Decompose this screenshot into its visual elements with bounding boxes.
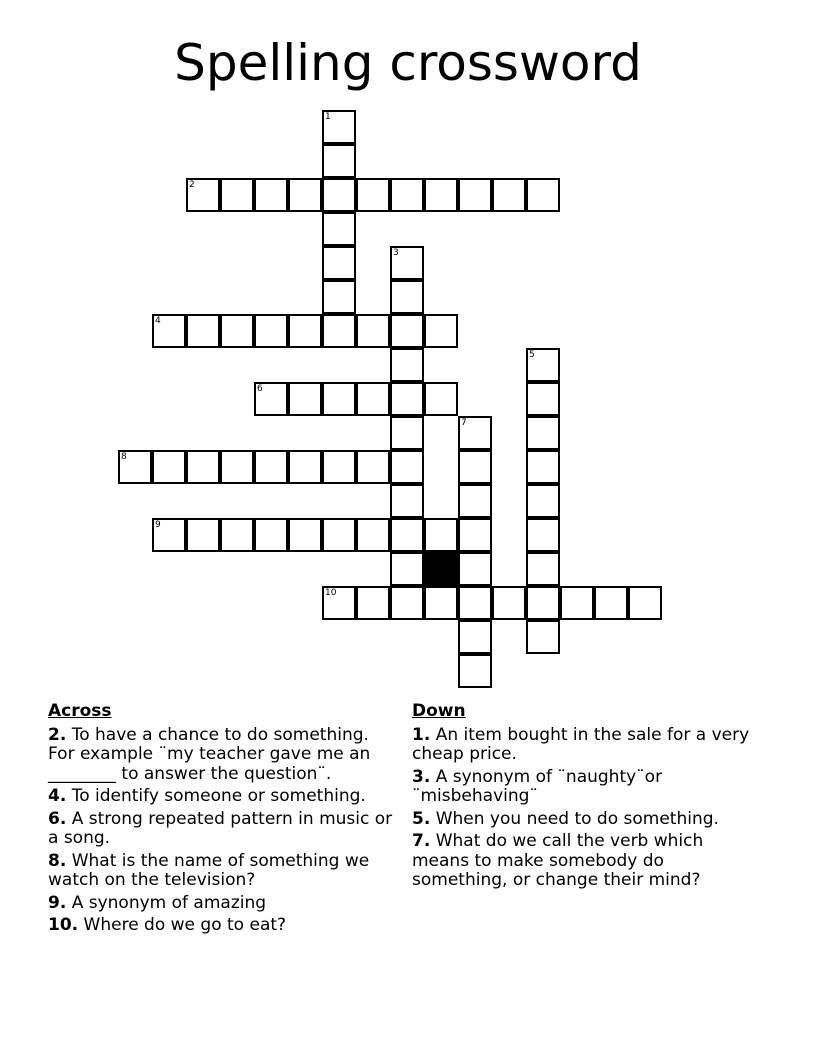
grid-cell[interactable] <box>458 620 492 654</box>
grid-cell[interactable] <box>458 654 492 688</box>
grid-cell[interactable] <box>424 178 458 212</box>
grid-cell[interactable] <box>628 586 662 620</box>
clue-number: 5 <box>529 350 535 360</box>
grid-cell[interactable] <box>458 416 492 450</box>
grid-cell[interactable] <box>390 552 424 586</box>
grid-cell[interactable] <box>254 178 288 212</box>
grid-cell[interactable] <box>152 450 186 484</box>
grid-cell[interactable] <box>322 110 356 144</box>
grid-cell[interactable] <box>356 178 390 212</box>
grid-cell[interactable] <box>322 212 356 246</box>
clue-down-1: 1. An item bought in the sale for a very cheap price. <box>412 724 750 764</box>
grid-cell[interactable] <box>526 348 560 382</box>
grid-cell[interactable] <box>220 178 254 212</box>
grid-cell[interactable] <box>356 586 390 620</box>
grid-cell[interactable] <box>288 178 322 212</box>
grid-cell[interactable] <box>526 450 560 484</box>
clue-number: 7 <box>461 418 467 428</box>
grid-cell[interactable] <box>254 450 288 484</box>
clue-across-10: 10. Where do we go to eat? <box>48 915 287 935</box>
grid-cell[interactable] <box>424 518 458 552</box>
grid-cell[interactable] <box>526 382 560 416</box>
down-clues <box>412 702 762 894</box>
grid-cell[interactable] <box>458 552 492 586</box>
grid-cell[interactable] <box>390 178 424 212</box>
grid-cell[interactable] <box>390 314 424 348</box>
clue-across-8: 8. What is the name of something we watch on the television? <box>48 850 370 890</box>
clue-across-4: 4. To identify someone or something. <box>48 786 366 806</box>
clue-number: 3 <box>393 248 399 258</box>
grid-cell[interactable] <box>390 484 424 518</box>
clue-number: 10 <box>325 588 337 598</box>
grid-cell[interactable] <box>152 518 186 552</box>
grid-cell[interactable] <box>458 484 492 518</box>
grid-cell[interactable] <box>322 450 356 484</box>
grid-cell[interactable] <box>322 144 356 178</box>
clue-down-5: 5. When you need to do something. <box>412 808 719 829</box>
grid-cell[interactable] <box>186 518 220 552</box>
grid-cell[interactable] <box>560 586 594 620</box>
clue-across-6: 6. A strong repeated pattern in music or a song. <box>48 808 393 848</box>
clue-down-7: 7. What do we call the verb which means to make somebody do something, or change their mind? <box>412 831 704 890</box>
grid-cell[interactable] <box>526 518 560 552</box>
grid-cell[interactable] <box>390 382 424 416</box>
grid-cell[interactable] <box>322 382 356 416</box>
block-cell <box>424 552 458 586</box>
clue-number: 2 <box>189 180 195 190</box>
grid-cell[interactable] <box>526 552 560 586</box>
grid-cell[interactable] <box>492 586 526 620</box>
grid-cell[interactable] <box>288 518 322 552</box>
grid-cell[interactable] <box>322 246 356 280</box>
grid-cell[interactable] <box>458 450 492 484</box>
grid-cell[interactable] <box>594 586 628 620</box>
clue-number: 8 <box>121 452 127 462</box>
grid-cell[interactable] <box>492 178 526 212</box>
grid-cell[interactable] <box>186 314 220 348</box>
grid-cell[interactable] <box>118 450 152 484</box>
grid-cell[interactable] <box>322 314 356 348</box>
grid-cell[interactable] <box>288 314 322 348</box>
grid-cell[interactable] <box>458 518 492 552</box>
grid-cell[interactable] <box>322 280 356 314</box>
grid-cell[interactable] <box>220 518 254 552</box>
grid-cell[interactable] <box>288 450 322 484</box>
grid-cell[interactable] <box>424 382 458 416</box>
grid-cell[interactable] <box>526 620 560 654</box>
clue-across-2: 2. To have a chance to do something. For example ¨my teacher gave me an ________ to answer the question¨. <box>48 724 371 784</box>
grid-cell[interactable] <box>356 382 390 416</box>
grid-cell[interactable] <box>220 450 254 484</box>
grid-cell[interactable] <box>390 348 424 382</box>
grid-cell[interactable] <box>526 178 560 212</box>
clue-down-3: 3. A synonym of ¨naughty¨or ¨misbehaving¨ <box>412 766 663 806</box>
clue-across-9: 9. A synonym of amazing <box>48 892 267 913</box>
grid-cell[interactable] <box>424 314 458 348</box>
grid-cell[interactable] <box>356 314 390 348</box>
grid-cell[interactable] <box>390 280 424 314</box>
page-title: Spelling crossword <box>174 34 642 92</box>
across-heading: Across <box>48 701 112 721</box>
grid-cell[interactable] <box>526 416 560 450</box>
clue-number: 9 <box>155 520 161 530</box>
grid-cell[interactable] <box>390 518 424 552</box>
clue-number: 4 <box>155 316 161 326</box>
down-heading: Down <box>412 701 466 721</box>
grid-cell[interactable] <box>424 586 458 620</box>
grid-cell[interactable] <box>186 178 220 212</box>
grid-cell[interactable] <box>254 314 288 348</box>
grid-cell[interactable] <box>254 382 288 416</box>
grid-cell[interactable] <box>152 314 186 348</box>
grid-cell[interactable] <box>390 416 424 450</box>
grid-cell[interactable] <box>322 586 356 620</box>
grid-cell[interactable] <box>356 518 390 552</box>
clue-number: 6 <box>257 384 263 394</box>
grid-cell[interactable] <box>254 518 288 552</box>
clue-number: 1 <box>325 112 331 122</box>
grid-cell[interactable] <box>458 586 492 620</box>
grid-cell[interactable] <box>322 178 356 212</box>
grid-cell[interactable] <box>356 450 390 484</box>
grid-cell[interactable] <box>322 518 356 552</box>
grid-cell[interactable] <box>526 586 560 620</box>
grid-cell[interactable] <box>288 382 322 416</box>
grid-cell[interactable] <box>186 450 220 484</box>
grid-cell[interactable] <box>220 314 254 348</box>
grid-cell[interactable] <box>390 246 424 280</box>
grid-cell[interactable] <box>458 178 492 212</box>
grid-cell[interactable] <box>390 586 424 620</box>
grid-cell[interactable] <box>390 450 424 484</box>
across-clues <box>48 702 393 939</box>
grid-cell[interactable] <box>526 484 560 518</box>
